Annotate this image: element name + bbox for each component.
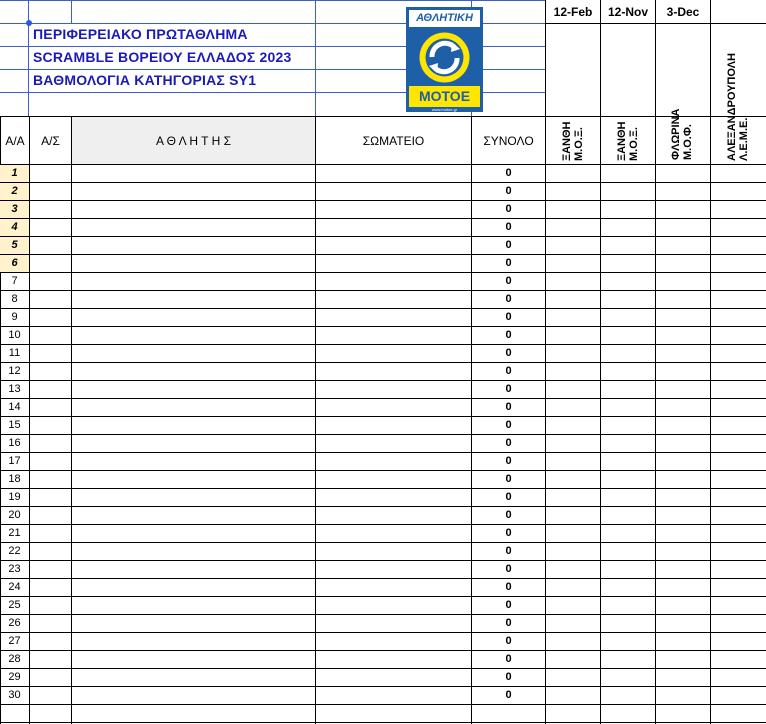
title-line-3: ΒΑΘΜΟΛΟΓΙΑ ΚΑΤΗΓΟΡΙΑΣ SY1 [33,72,257,88]
grid-line [28,0,29,116]
table-row[interactable] [0,417,766,435]
event-date-3: 3-Dec [666,5,700,19]
event-header-1: ΞΑΝΘΗ Μ.Ο.Ξ. [561,121,585,161]
row-number: 29 [8,671,21,683]
grid-line [315,0,316,116]
row-total: 0 [505,365,512,377]
table-row[interactable] [0,255,766,273]
table-row[interactable] [0,453,766,471]
table-row[interactable] [0,669,766,687]
row-number: 6 [0,255,29,272]
row-number: 4 [0,219,29,236]
row-number: 20 [8,509,21,521]
row-total: 0 [505,581,512,593]
table-row[interactable] [0,291,766,309]
table-row[interactable] [0,273,766,291]
grid-line [0,0,545,1]
table-row[interactable] [0,597,766,615]
col-header-total: ΣΥΝΟΛΟ [483,133,534,148]
row-number: 24 [8,581,21,593]
row-total: 0 [505,239,512,251]
row-total: 0 [505,437,512,449]
table-row[interactable] [0,165,766,183]
table-row[interactable] [0,471,766,489]
row-total: 0 [505,419,512,431]
row-total: 0 [505,491,512,503]
row-number: 1 [0,165,29,182]
row-total: 0 [505,617,512,629]
row-total: 0 [505,203,512,215]
row-number: 21 [8,527,21,539]
row-divider [0,722,766,723]
table-row[interactable] [0,687,766,705]
table-row[interactable] [0,615,766,633]
row-total: 0 [505,383,512,395]
table-row[interactable] [0,399,766,417]
title-line-1: ΠΕΡΙΦΕΡΕΙΑΚΟ ΠΡΩΤΑΘΛΗΜΑ [33,26,248,42]
row-total: 0 [505,347,512,359]
row-number: 30 [8,689,21,701]
row-total: 0 [505,671,512,683]
row-total: 0 [505,689,512,701]
table-row[interactable] [0,489,766,507]
row-total: 0 [505,527,512,539]
row-total: 0 [505,311,512,323]
title-line-2: SCRAMBLE ΒΟΡΕΙΟΥ ΕΛΛΑΔΟΣ 2023 [33,49,292,65]
row-number: 27 [8,635,21,647]
table-row[interactable] [0,507,766,525]
row-total: 0 [505,509,512,521]
row-number: 10 [8,329,21,341]
table-row[interactable] [0,381,766,399]
row-total: 0 [505,257,512,269]
table-row[interactable] [0,309,766,327]
table-row[interactable] [0,345,766,363]
row-total: 0 [505,221,512,233]
row-number: 15 [8,419,21,431]
row-total: 0 [505,329,512,341]
col-header-athlete: Α Θ Λ Η Τ Η Σ [72,117,315,164]
table-row[interactable] [0,363,766,381]
row-number: 17 [8,455,21,467]
row-number: 8 [11,293,18,305]
table-row[interactable] [0,435,766,453]
row-total: 0 [505,401,512,413]
table-row[interactable] [0,525,766,543]
row-number: 18 [8,473,21,485]
row-number: 26 [8,617,21,629]
table-row[interactable] [0,237,766,255]
row-number: 5 [0,237,29,254]
table-row[interactable] [0,327,766,345]
row-total: 0 [505,293,512,305]
row-number: 28 [8,653,21,665]
row-number: 12 [8,365,21,377]
row-total: 0 [505,167,512,179]
event-header-3: ΦΛΩΡΙΝΑ Μ.Ο.Φ. [670,108,694,160]
col-header-as: Α/Σ [41,133,60,148]
event-header-2: ΞΑΝΘΗ Μ.Ο.Ξ. [616,121,640,161]
row-total: 0 [505,599,512,611]
row-total: 0 [505,545,512,557]
row-number: 2 [0,183,29,200]
table-row[interactable] [0,579,766,597]
table-row[interactable] [0,201,766,219]
row-number: 22 [8,545,21,557]
row-number: 23 [8,563,21,575]
table-row[interactable] [0,219,766,237]
row-number: 14 [8,401,21,413]
row-total: 0 [505,185,512,197]
logo-emblem-icon [418,31,471,84]
cell-handle[interactable] [26,20,32,26]
row-total: 0 [505,275,512,287]
table-row[interactable] [0,543,766,561]
row-total: 0 [505,473,512,485]
row-number: 16 [8,437,21,449]
motoe-logo [406,7,483,112]
event-date-1: 12-Feb [553,5,593,19]
row-number: 9 [11,311,18,323]
logo-bottom-text: ΜΟΤΟΕ [409,86,480,107]
col-header-aa: Α/Α [5,133,25,148]
row-number: 7 [11,275,18,287]
table-row[interactable] [0,183,766,201]
col-header-club: ΣΩΜΑΤΕΙΟ [362,133,425,148]
row-number: 19 [8,491,21,503]
logo-top-text: ΑΘΛΗΤΙΚΗ [409,10,480,27]
row-total: 0 [505,635,512,647]
row-number: 25 [8,599,21,611]
row-number: 13 [8,383,21,395]
table-row[interactable] [0,561,766,579]
row-total: 0 [505,455,512,467]
event-date-2: 12-Nov [607,5,648,19]
row-number: 3 [0,201,29,218]
table-row[interactable] [0,633,766,651]
table-row[interactable] [0,651,766,669]
grid-line [71,0,72,24]
event-header-4: ΑΛΕΞΑΝΔΡΟΥΠΟΛΗ Λ.Ε.Μ.Ε. [726,53,750,161]
row-total: 0 [505,563,512,575]
row-total: 0 [505,653,512,665]
row-number: 11 [8,347,21,359]
logo-url: www.motoe.gr [431,107,458,112]
